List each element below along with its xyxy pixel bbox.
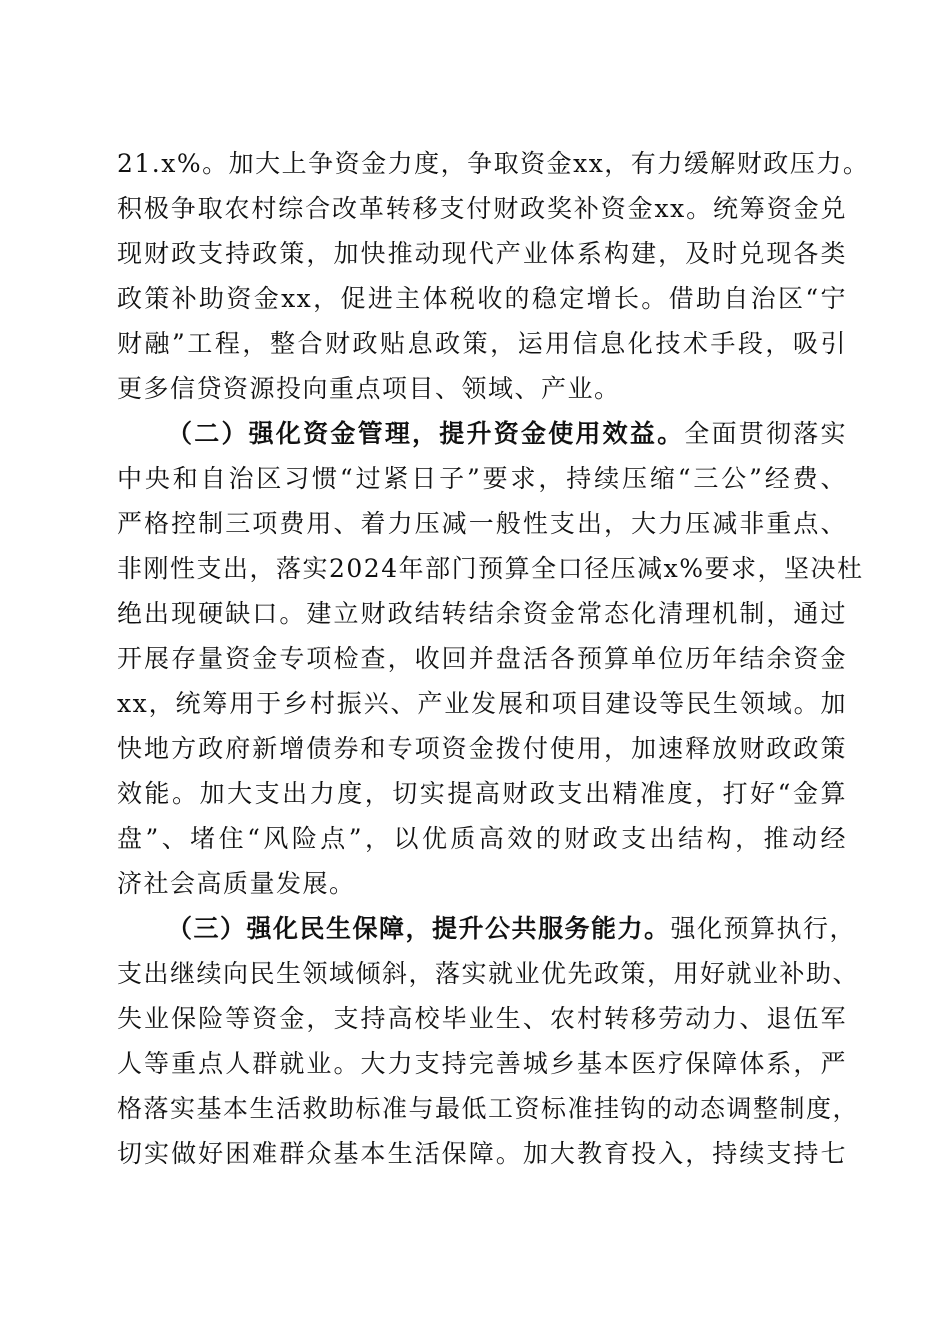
body-line: 严格控制三项费用、着力压减一般性支出，大力压减非重点、: [117, 509, 847, 538]
body-line: 格落实基本生活救助标准与最低工资标准挂钩的动态调整制度，: [117, 1094, 860, 1123]
section-heading-line: （三）强化民生保障，提升公共服务能力。强化预算执行，: [167, 914, 857, 943]
body-line: 绝出现硬缺口。建立财政结转结余资金常态化清理机制，通过: [117, 599, 847, 628]
body-line: 积极争取农村综合改革转移支付财政奖补资金xx。统筹资金兑: [117, 194, 847, 223]
body-line: 人等重点人群就业。大力支持完善城乡基本医疗保障体系，严: [117, 1049, 847, 1078]
section-heading-3: （三）强化民生保障，提升公共服务能力。: [167, 914, 671, 943]
body-line: 济社会高质量发展。: [117, 869, 356, 898]
body-line: 失业保险等资金，支持高校毕业生、农村转移劳动力、退伍军: [117, 1004, 847, 1033]
body-line: 现财政支持政策，加快推动现代产业体系构建，及时兑现各类: [117, 239, 847, 268]
body-line: 切实做好困难群众基本生活保障。加大教育投入，持续支持七: [117, 1139, 847, 1168]
body-line: 非刚性支出，落实2024年部门预算全口径压减x%要求，坚决杜: [117, 554, 864, 583]
body-line: 快地方政府新增债券和专项资金拨付使用，加速释放财政政策: [117, 734, 847, 763]
section-heading-line: （二）强化资金管理，提升资金使用效益。全面贯彻落实: [167, 419, 847, 448]
body-line: 中央和自治区习惯“过紧日子”要求，持续压缩“三公”经费、: [117, 464, 847, 493]
body-line: 开展存量资金专项检查，收回并盘活各预算单位历年结余资金: [117, 644, 847, 673]
section-heading-2: （二）强化资金管理，提升资金使用效益。: [167, 419, 685, 448]
body-line: 财融”工程，整合财政贴息政策，运用信息化技术手段，吸引: [117, 329, 847, 358]
body-line: xx，统筹用于乡村振兴、产业发展和项目建设等民生领域。加: [117, 689, 847, 718]
body-line: 政策补助资金xx，促进主体税收的稳定增长。借助自治区“宁: [117, 284, 847, 313]
body-line: 盘”、堵住“风险点”，以优质高效的财政支出结构，推动经: [117, 824, 847, 853]
body-line: 效能。加大支出力度，切实提高财政支出精准度，打好“金算: [117, 779, 847, 808]
body-line: 21.x%。加大上争资金力度，争取资金xx，有力缓解财政压力。: [117, 149, 870, 178]
body-line: 更多信贷资源投向重点项目、领域、产业。: [117, 374, 621, 403]
body-line: 支出继续向民生领域倾斜，落实就业优先政策，用好就业补助、: [117, 959, 860, 988]
